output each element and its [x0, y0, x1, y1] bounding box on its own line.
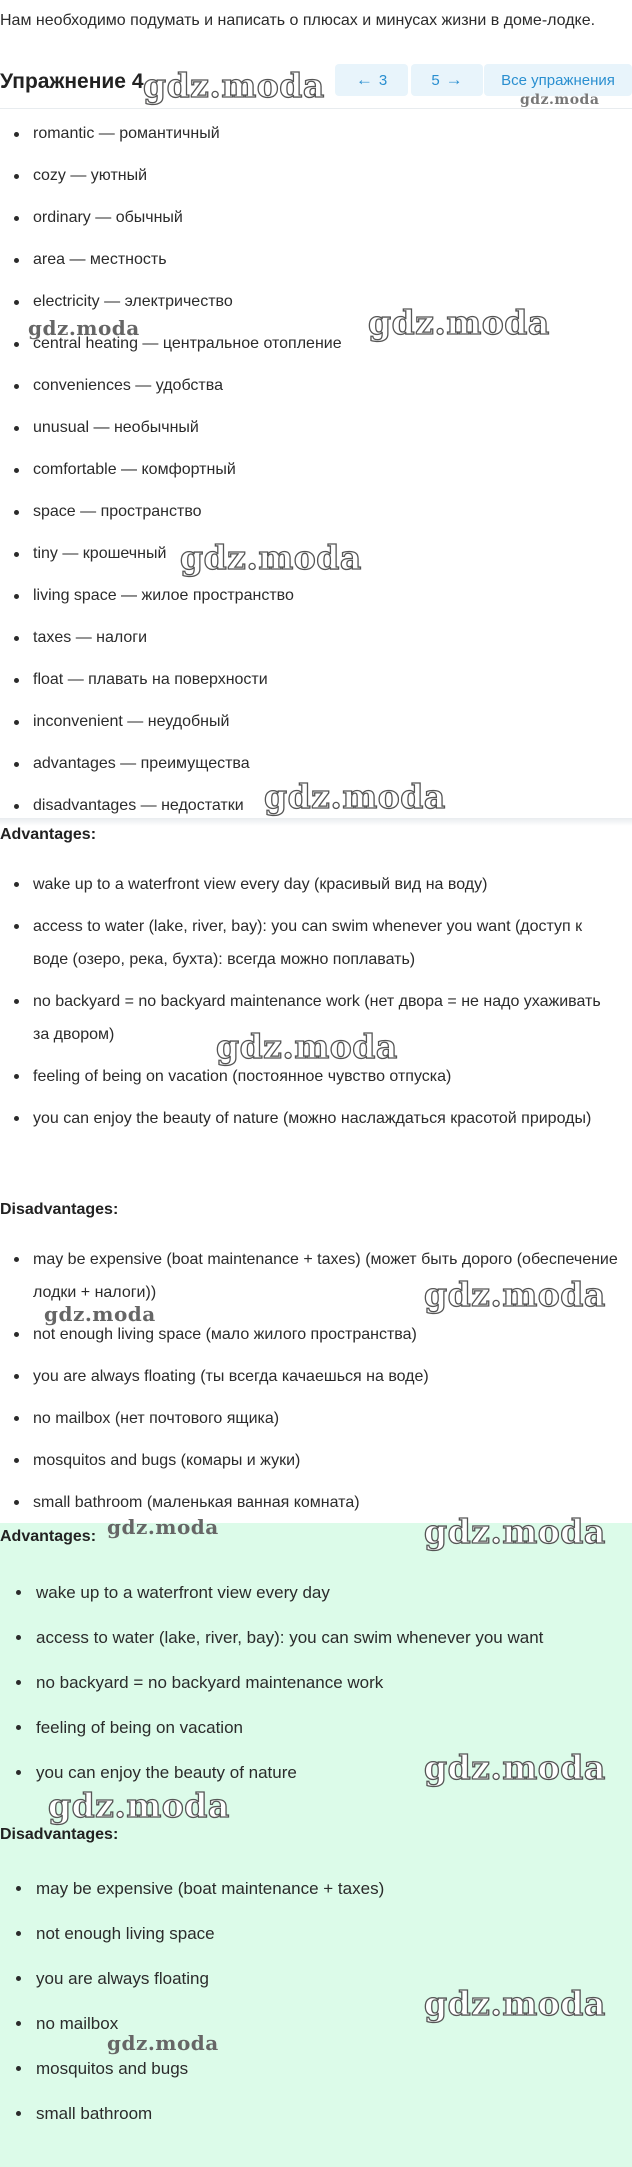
- bullet-dot: [14, 1116, 19, 1121]
- watermark: gdz.moda: [44, 1302, 156, 1326]
- vocab-item: [0, 365, 632, 407]
- bullet-dot: [14, 384, 19, 389]
- list-item-text: no backyard = no backyard maintenance work: [36, 1673, 384, 1692]
- intro-text: Нам необходимо подумать и написать о плюсах и минусах жизни в доме-лодке.: [0, 12, 596, 29]
- bullet-dot: [14, 924, 19, 929]
- answer-disadvantages-heading: Disadvantages:: [0, 1826, 119, 1843]
- list-item-text: feeling of being on vacation: [36, 1718, 243, 1737]
- next-exercise-label: 5: [431, 71, 440, 89]
- watermark: gdz.moda: [424, 1984, 606, 2023]
- list-item-text: access to water (lake, river, bay): you can swim whenever you want (доступ к воде (озеро, река, бухта): всегда можно поплавать): [33, 918, 583, 968]
- list-item-text: you can enjoy the beauty of nature: [36, 1763, 297, 1782]
- vocab-item: [0, 113, 632, 155]
- list-item-text: wake up to a waterfront view every day: [36, 1583, 330, 1602]
- vocab-item: [0, 659, 632, 701]
- watermark: gdz.moda: [424, 1275, 606, 1314]
- bullet-dot: [14, 174, 19, 179]
- list-item: [0, 1570, 632, 1615]
- bullet-dot: [14, 636, 19, 641]
- bullet-dot: [16, 1931, 21, 1936]
- bullet-dot: [14, 1374, 19, 1379]
- list-item-text: mosquitos and bugs (комары и жуки): [33, 1452, 301, 1469]
- list-item: [0, 1660, 632, 1705]
- list-item-text: not enough living space (мало жилого пространства): [33, 1326, 417, 1343]
- bullet-dot: [16, 1590, 21, 1595]
- watermark: gdz.moda: [28, 316, 140, 340]
- list-item-text: no mailbox (нет почтового ящика): [33, 1410, 280, 1427]
- vocab-item: [0, 701, 632, 743]
- bullet-dot: [14, 594, 19, 599]
- vocab-text: float — плавать на поверхности: [33, 671, 268, 688]
- bullet-dot: [16, 1976, 21, 1981]
- list-item: [0, 1956, 632, 2001]
- vocab-item: [0, 533, 632, 575]
- list-item: [0, 1705, 632, 1750]
- vocab-text: space — пространство: [33, 503, 202, 520]
- watermark: gdz.moda: [368, 303, 550, 342]
- vocab-item: [0, 323, 632, 365]
- bullet-dot: [16, 2021, 21, 2026]
- vocab-item: [0, 491, 632, 533]
- vocab-text: unusual — необычный: [33, 419, 199, 436]
- list-item: [0, 985, 632, 1051]
- bullet-dot: [16, 1680, 21, 1685]
- watermark: gdz.moda: [107, 2031, 219, 2055]
- watermark: gdz.moda: [143, 66, 325, 105]
- bullet-dot: [14, 552, 19, 557]
- bullet-dot: [14, 804, 19, 809]
- list-item-text: may be expensive (boat maintenance + taxes) (может быть дорого (обеспечение лодки + налоги)): [33, 1251, 618, 1301]
- vocab-text: central heating — центральное отопление: [33, 335, 342, 352]
- bullet-dot: [14, 468, 19, 473]
- exercise-title: Упражнение 4: [0, 70, 144, 93]
- list-item-text: small bathroom: [36, 2104, 153, 2123]
- vocab-text: conveniences — удобства: [33, 377, 223, 394]
- all-exercises-label: Все упражнения: [501, 71, 615, 89]
- bullet-dot: [16, 1635, 21, 1640]
- vocab-item: [0, 743, 632, 785]
- list-item: [0, 2091, 632, 2136]
- bullet-dot: [14, 999, 19, 1004]
- list-item-text: no backyard = no backyard maintenance work (нет двора = не надо ухаживать за двором): [33, 993, 601, 1043]
- list-item: [0, 1102, 632, 1135]
- section-divider: [0, 818, 632, 826]
- list-item: [0, 1750, 632, 1795]
- watermark: gdz.moda: [264, 777, 446, 816]
- watermark: gdz.moda: [424, 1748, 606, 1787]
- vocabulary-list: [0, 113, 632, 827]
- bullet-dot: [14, 258, 19, 263]
- bullet-dot: [14, 882, 19, 887]
- bullet-dot: [14, 762, 19, 767]
- answer-advantages-heading: Advantages:: [0, 1528, 97, 1545]
- bullet-dot: [16, 1770, 21, 1775]
- vocab-text: cozy — уютный: [33, 167, 148, 184]
- arrow-right-icon: →: [445, 70, 463, 89]
- list-item-text: not enough living space: [36, 1924, 215, 1943]
- vocab-text: comfortable — комфортный: [33, 461, 236, 478]
- arrow-left-icon: ←: [355, 70, 373, 89]
- vocab-item: [0, 197, 632, 239]
- bullet-dot: [14, 1074, 19, 1079]
- all-exercises-button[interactable]: [484, 64, 632, 96]
- vocab-text: romantic — романтичный: [33, 125, 220, 142]
- translated-disadvantages-list: [0, 1243, 632, 1528]
- list-item: [0, 2046, 632, 2091]
- bullet-dot: [14, 216, 19, 221]
- list-item-text: you are always floating (ты всегда качаешься на воде): [33, 1368, 429, 1385]
- vocab-text: area — местность: [33, 251, 167, 268]
- list-item-text: small bathroom (маленькая ванная комната): [33, 1494, 360, 1511]
- prev-exercise-label: 3: [378, 71, 388, 89]
- watermark: gdz.moda: [107, 1515, 219, 1539]
- bullet-dot: [14, 132, 19, 137]
- list-item: [0, 1486, 632, 1519]
- vocab-text: taxes — налоги: [33, 629, 148, 646]
- vocab-item: [0, 155, 632, 197]
- answer-advantages-list: [0, 1570, 632, 1795]
- list-item-text: you are always floating: [36, 1969, 209, 1988]
- vocab-item: [0, 407, 632, 449]
- list-item-text: access to water (lake, river, bay): you can swim whenever you want: [36, 1628, 544, 1647]
- list-item: [0, 1243, 632, 1309]
- list-item-text: no mailbox: [36, 2014, 119, 2033]
- list-item: [0, 2001, 632, 2046]
- vocab-text: living space — жилое пространство: [33, 587, 294, 604]
- next-exercise-button[interactable]: [411, 64, 483, 96]
- bullet-dot: [14, 426, 19, 431]
- bullet-dot: [14, 342, 19, 347]
- list-item-text: may be expensive (boat maintenance + taxes): [36, 1879, 385, 1898]
- vocab-item: [0, 281, 632, 323]
- watermark: gdz.moda: [216, 1027, 398, 1066]
- bullet-dot: [14, 1332, 19, 1337]
- list-item: [0, 1444, 632, 1477]
- exercise-nav-bar: [0, 62, 632, 109]
- vocab-item: [0, 575, 632, 617]
- prev-exercise-button[interactable]: [335, 64, 408, 96]
- translated-disadvantages-heading: Disadvantages:: [0, 1201, 119, 1218]
- bullet-dot: [16, 1725, 21, 1730]
- vocab-item: [0, 617, 632, 659]
- bullet-dot: [16, 1886, 21, 1891]
- vocab-item: [0, 449, 632, 491]
- watermark: gdz.moda: [424, 1512, 606, 1551]
- watermark: gdz.moda: [48, 1786, 230, 1825]
- bullet-dot: [14, 1458, 19, 1463]
- list-item: [0, 1615, 632, 1660]
- answer-disadvantages-list: [0, 1866, 632, 2136]
- bullet-dot: [14, 510, 19, 515]
- vocab-text: electricity — электричество: [33, 293, 233, 310]
- list-item: [0, 1866, 632, 1911]
- bullet-dot: [14, 1416, 19, 1421]
- watermark: gdz.moda: [520, 92, 600, 108]
- bullet-dot: [14, 1257, 19, 1262]
- vocab-text: ordinary — обычный: [33, 209, 183, 226]
- vocab-text: advantages — преимущества: [33, 755, 250, 772]
- list-item-text: mosquitos and bugs: [36, 2059, 189, 2078]
- list-item: [0, 868, 632, 901]
- vocab-item: [0, 239, 632, 281]
- list-item-text: wake up to a waterfront view every day (красивый вид на воду): [33, 876, 488, 893]
- list-item: [0, 910, 632, 976]
- list-item: [0, 1318, 632, 1351]
- bullet-dot: [14, 300, 19, 305]
- bullet-dot: [16, 2111, 21, 2116]
- list-item: [0, 1402, 632, 1435]
- translated-advantages-heading: Advantages:: [0, 826, 97, 843]
- bullet-dot: [16, 2066, 21, 2071]
- vocab-text: disadvantages — недостатки: [33, 797, 244, 814]
- vocab-text: tiny — крошечный: [33, 545, 167, 562]
- watermark: gdz.moda: [180, 538, 362, 577]
- bullet-dot: [14, 720, 19, 725]
- list-item: [0, 1060, 632, 1093]
- list-item: [0, 1360, 632, 1393]
- vocab-text: inconvenient — неудобный: [33, 713, 230, 730]
- bullet-dot: [14, 678, 19, 683]
- translated-advantages-list: [0, 868, 632, 1144]
- list-item-text: feeling of being on vacation (постоянное чувство отпуска): [33, 1068, 452, 1085]
- bullet-dot: [14, 1500, 19, 1505]
- list-item: [0, 1911, 632, 1956]
- list-item-text: you can enjoy the beauty of nature (можно наслаждаться красотой природы): [33, 1110, 592, 1127]
